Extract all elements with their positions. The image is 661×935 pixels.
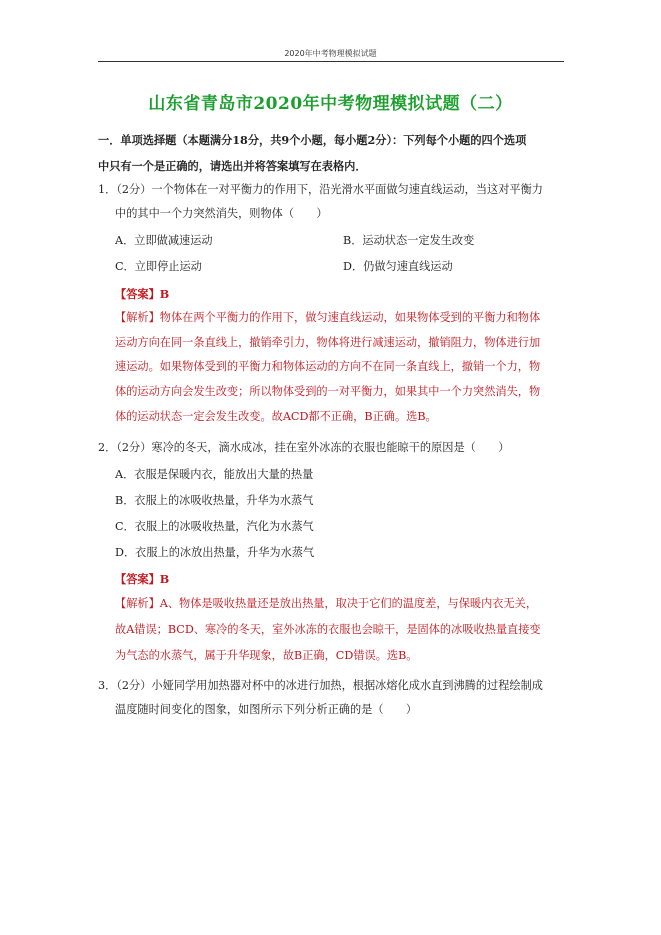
q1-explanation-line-3: 速运动。如果物体受到的平衡力和物体运动的方向不在同一条直线上，撤销一个力，物	[115, 360, 541, 373]
header-divider	[98, 61, 564, 62]
q1-explanation-line-2: 运动方向在同一条直线上，撤销牵引力，物体将进行减速运动，撤销阻力，物体进行加	[115, 336, 541, 349]
q2-explanation-line-2: 故A错误；BCD、寒冷的冬天，室外冰冻的衣服也会晾干，是固体的冰吸收热量直接变	[115, 623, 541, 636]
q2-option-b: B．衣服上的冰吸收热量，升华为水蒸气	[115, 494, 314, 507]
q1-option-b: B．运动状态一定发生改变	[343, 234, 475, 247]
q2-answer: 【答案】B	[115, 572, 170, 586]
q1-explanation-line-4: 体的运动方向会发生改变；所以物体受到的一对平衡力，如果其中一个力突然消失，物	[115, 385, 541, 398]
q3-stem-line-1: 3．（2分）小娅同学用加热器对杯中的冰进行加热，根据冰熔化成水直到沸腾的过程绘制成	[98, 679, 543, 692]
section-instruction-line-2: 中只有一个是正确的，请选出并将答案填写在表格内．	[98, 159, 367, 173]
q1-option-c: C．立即停止运动	[115, 260, 202, 273]
q1-option-d: D．仍做匀速直线运动	[343, 260, 453, 273]
document-title: 山东省青岛市2020年中考物理模拟试题（二）	[148, 94, 513, 114]
q1-option-a: A．立即做减速运动	[115, 234, 213, 247]
q3-stem-line-2: 温度随时间变化的图象，如图所示下列分析正确的是（ ）	[115, 703, 418, 716]
q1-stem-line-2: 中的其中一个力突然消失，则物体（ ）	[115, 207, 328, 220]
running-header: 2020年中考物理模拟试题	[284, 49, 377, 58]
q2-option-a: A．衣服是保暖内衣，能放出大量的热量	[115, 468, 314, 481]
section-instruction-line-1: 一．单项选择题（本题满分18分，共9个小题，每小题2分）：下列每个小题的四个选项	[98, 133, 527, 147]
q2-option-c: C．衣服上的冰吸收热量，汽化为水蒸气	[115, 520, 314, 533]
q1-stem-line-1: 1．（2分）一个物体在一对平衡力的作用下，沿光滑水平面做匀速直线运动，当这对平衡力	[98, 183, 543, 196]
q1-explanation-line-5: 体的运动状态一定会发生改变。故ACD都不正确，B正确。选B。	[115, 410, 437, 423]
q1-answer: 【答案】B	[115, 287, 170, 301]
q2-stem-line-1: 2．（2分）寒冷的冬天，滴水成冰，挂在室外冰冻的衣服也能晾干的原因是（ ）	[98, 441, 510, 454]
q2-explanation-line-1: 【解析】A、物体是吸收热量还是放出热量，取决于它们的温度差，与保暖内衣无关，	[115, 597, 538, 610]
q2-option-d: D．衣服上的冰放出热量，升华为水蒸气	[115, 546, 315, 559]
q2-explanation-line-3: 为气态的水蒸气，属于升华现象，故B正确，CD错误。选B。	[115, 649, 418, 662]
q1-explanation-line-1: 【解析】物体在两个平衡力的作用下，做匀速直线运动，如果物体受到的平衡力和物体	[115, 311, 541, 324]
